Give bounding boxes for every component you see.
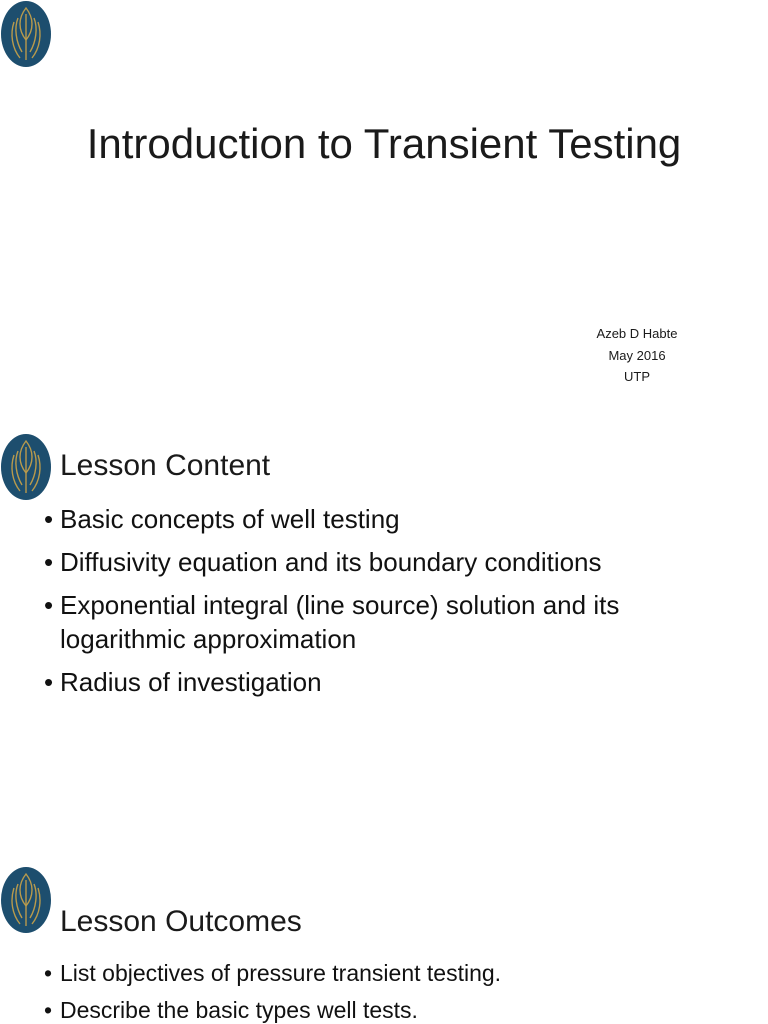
university-crest-icon	[0, 0, 52, 68]
list-item-text: Diffusivity equation and its boundary conditions	[60, 547, 602, 577]
list-item-text: Basic concepts of well testing	[60, 504, 400, 534]
section-heading: Lesson Content	[60, 449, 271, 482]
list-item	[44, 995, 744, 1024]
presentation-title: Introduction to Transient Testing	[86, 120, 682, 167]
presentation-date: May 2016	[608, 347, 666, 363]
bullet-icon: •	[44, 547, 54, 577]
university-crest-icon	[0, 433, 52, 501]
bullet-icon: •	[44, 590, 54, 620]
bullet-icon: •	[44, 997, 53, 1023]
bullet-icon: •	[44, 667, 54, 697]
lesson-outcomes-slide	[0, 862, 768, 1024]
list-item	[44, 588, 744, 656]
bullet-list	[44, 502, 744, 708]
list-item-text: Describe the basic types well tests.	[60, 997, 418, 1023]
author-block	[576, 323, 698, 388]
title-slide	[0, 0, 768, 420]
bullet-list	[44, 958, 744, 1024]
bullet-icon: •	[44, 504, 54, 534]
list-item	[44, 545, 744, 579]
section-heading: Lesson Outcomes	[60, 905, 302, 938]
author-name: Azeb D Habte	[596, 326, 678, 341]
list-item-text: Exponential integral (line source) solution and its logarithmic approximation	[60, 590, 620, 654]
lesson-content-slide	[0, 430, 768, 860]
bullet-icon: •	[44, 960, 53, 986]
list-item-text: List objectives of pressure transient testing.	[60, 960, 502, 986]
list-item	[44, 665, 744, 699]
list-item	[44, 958, 744, 988]
list-item	[44, 502, 744, 536]
university-crest-icon	[0, 866, 52, 934]
institution-name: UTP	[624, 369, 650, 384]
list-item-text: Radius of investigation	[60, 667, 322, 697]
